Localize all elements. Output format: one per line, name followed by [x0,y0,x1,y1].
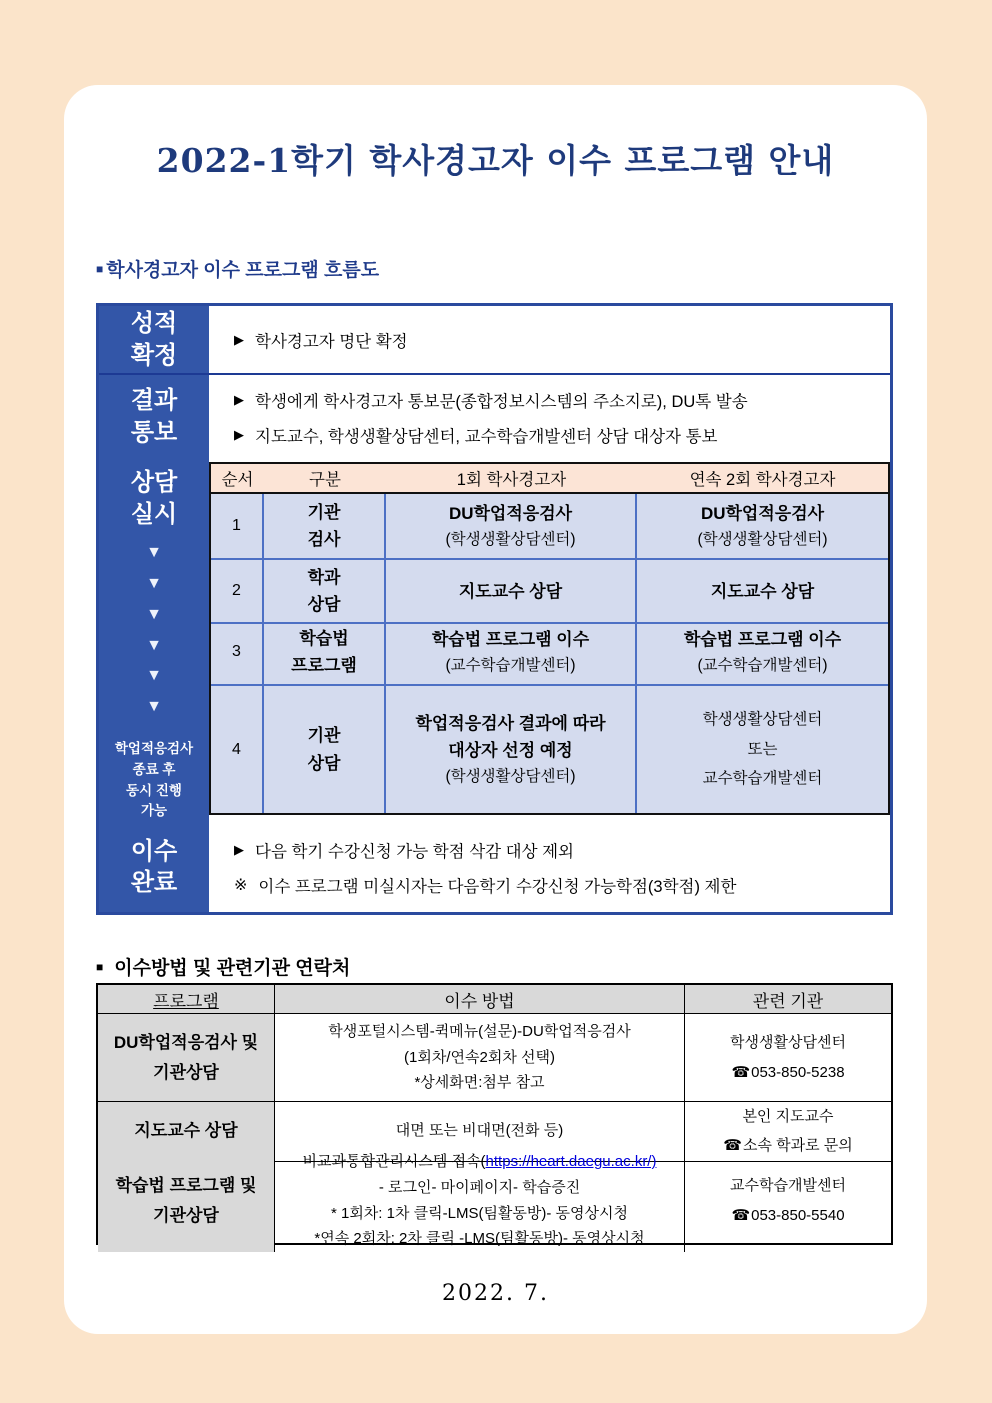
col-header-seq: 순서 [221,471,254,489]
document-card [64,85,927,1334]
triangle-right-icon: ▶ [234,426,244,442]
contact-row-advisor [98,1102,891,1155]
stage-label-line: 상담 [130,469,178,496]
heart-system-link[interactable]: https://heart.daegu.ac.kr/) [485,1153,657,1170]
side-note-line: 종료 후 [132,761,176,777]
flow-item [234,328,890,352]
flow-item-text: 지도교수, 학생생활상담센터, 교수학습개발센터 상담 대상자 통보 [255,427,718,446]
side-note-line: 가능 [140,803,168,819]
cell-first-warning: 학습법 프로그램 이수 (교수학습개발센터) [386,620,637,686]
cell-second-warning: 지도교수 상담 [637,560,888,624]
cell-org [685,1014,891,1102]
org-phone: ☎053-850-5540 [731,1206,845,1224]
stage-label-line: 성적 [130,309,178,337]
flow-item [234,423,890,447]
consult-table-row [211,620,888,686]
stage-label-line: 통보 [130,419,178,446]
flow-content-consult [209,459,890,822]
org-phone: ☎소속 학과로 문의 [723,1137,853,1155]
cell-second-warning: DU학업적응검사 (학생생활상담센터) [637,494,888,560]
cell-method: 학생포털시스템-퀵메뉴(설문)-DU학업적응검사 (1회차/연속2회차 선택) *상세화면:첨부 참고 [275,1014,685,1102]
triangle-right-icon: ▶ [234,391,244,407]
stage-label-line: 결과 [130,387,178,415]
stage-label-grade-confirm [99,306,209,373]
contact-row-learning-program [98,1149,891,1248]
col-header-method: 이수 방법 [275,985,685,1014]
cell-category: 학습법 프로그램 [264,620,386,686]
col-header-first-warning: 1회 학사경고자 [456,471,567,489]
flow-arrows [146,538,162,722]
cell-category: 기관 검사 [264,494,386,560]
side-note-line: 학업적응검사 [114,740,194,756]
cell-first-warning: 지도교수 상담 [386,560,637,624]
flow-row-completion [99,822,890,912]
stage-label-result-notify [99,375,209,459]
cell-program: DU학업적응검사 및 기관상담 [98,1014,275,1102]
cell-seq: 3 [211,620,264,686]
flow-section-heading [96,255,379,282]
flow-item-text: 학사경고자 명단 확정 [255,332,408,351]
flow-table [96,303,893,915]
flow-row-consult [99,459,890,822]
col-header-program: 프로그램 [98,985,275,1014]
stage-label-consult [99,459,209,822]
stage-label-completion [99,822,209,912]
cell-method: 대면 또는 비대면(전화 등) [275,1102,685,1162]
triangle-right-icon: ▶ [234,841,244,857]
arrow-down-icon: ▼ [146,575,162,593]
consult-table-row [211,494,888,560]
org-name: 학생생활상담센터 [730,1034,846,1052]
consult-table [209,462,890,815]
cell-first-warning: DU학업적응검사 (학생생활상담센터) [386,494,637,560]
consult-table-row [211,686,888,813]
cell-program: 지도교수 상담 [98,1102,275,1162]
flow-content-completion [209,822,890,912]
stage-label-line: 완료 [130,869,178,897]
flow-row-result-notify [99,375,890,459]
arrow-down-icon: ▼ [146,544,162,562]
phone-icon: ☎ [731,1063,751,1081]
contact-row-du-test [98,1014,891,1102]
flow-item-text: 학생에게 학사경고자 통보문(종합정보시스템의 주소지로), DU톡 발송 [255,392,748,411]
cell-seq: 2 [211,560,264,624]
contact-heading-text: 이수방법 및 관련기관 연락처 [114,958,351,979]
method-link-line: 비교과통합관리시스템 접속(https://heart.daegu.ac.kr/) [302,1153,657,1170]
cell-second-warning: 학생생활상담센터 또는 교수학습개발센터 [702,711,823,788]
flow-item-text: 이수 프로그램 미실시자는 다음학기 수강신청 가능학점(3학점) 제한 [258,877,737,896]
page-title: 2022-1학기 학사경고자 이수 프로그램 안내 [156,141,835,180]
contact-table-header [98,985,891,1014]
cell-category: 기관 상담 [264,686,386,813]
col-header-category: 구분 [309,471,341,489]
flow-item [234,838,890,862]
stage-side-note [115,739,193,823]
arrow-down-icon: ▼ [146,636,162,654]
phone-icon: ☎ [723,1137,742,1155]
consult-table-header [211,464,888,494]
flow-item [234,873,890,897]
org-name: 본인 지도교수 [742,1108,834,1125]
flow-row-grade-confirm [99,306,890,375]
phone-icon: ☎ [731,1206,751,1224]
contact-section-heading [96,953,350,980]
square-bullet-icon: ■ [96,960,104,974]
contact-table [96,983,893,1248]
arrow-down-icon: ▼ [146,605,162,623]
footer-date: 2022. 7. [442,1281,549,1306]
side-note-line: 동시 진행 [126,782,182,798]
cell-first-warning: 학업적응검사 결과에 따라 대상자 선정 예정 (학생생활상담센터) [386,686,637,813]
cell-seq: 1 [211,494,264,560]
cell-second-warning: 학습법 프로그램 이수 (교수학습개발센터) [637,620,888,686]
org-name: 교수학습개발센터 [730,1177,846,1195]
stage-label-line: 이수 [130,837,178,865]
flow-item [234,388,890,412]
cell-program: 학습법 프로그램 및 기관상담 [98,1149,275,1252]
flow-content-result-notify [209,375,890,459]
square-bullet-icon: ■ [96,262,104,276]
org-phone: ☎053-850-5238 [731,1063,845,1081]
consult-table-row [211,560,888,620]
flow-heading-text: 학사경고자 이수 프로그램 흐름도 [106,260,380,281]
cell-method: 비교과통합관리시스템 접속(https://heart.daegu.ac.kr/) - 로그인- 마이페이지- 학습증진 * 1회차: 1차 클릭-LMS(팀활동방)- 동영상시청 *연속 2회차: 2차 클릭 -LMS(팀활동방)- 동영상시청 [275,1149,685,1252]
cell-seq: 4 [211,686,264,813]
col-header-org: 관련 기관 [685,985,891,1014]
stage-label-line: 확정 [130,341,178,369]
stage-label-line: 실시 [130,500,178,528]
triangle-right-icon: ▶ [234,331,244,347]
flow-item-text: 다음 학기 수강신청 가능 학점 삭감 대상 제외 [255,842,574,861]
cell-category: 학과 상담 [264,560,386,624]
cell-org [685,1149,891,1252]
flow-content-grade-confirm [209,306,890,373]
arrow-down-icon: ▼ [146,667,162,685]
arrow-down-icon: ▼ [146,697,162,715]
reference-mark-icon: ※ [234,876,248,894]
col-header-second-warning: 연속 2회 학사경고자 [689,471,836,489]
